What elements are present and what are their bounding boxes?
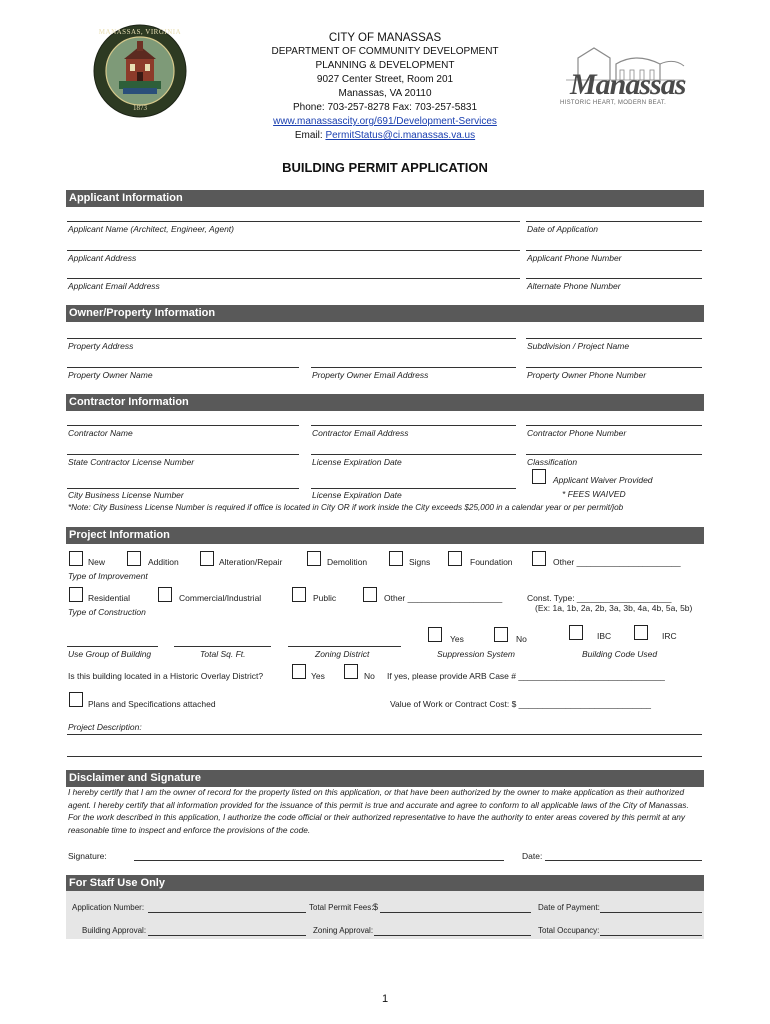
city-license-field[interactable]	[67, 488, 299, 489]
zoning-approval-field[interactable]	[374, 935, 531, 936]
owner-phone-label: Property Owner Phone Number	[527, 370, 647, 380]
department-name: DEPARTMENT OF COMMUNITY DEVELOPMENT	[271, 46, 499, 57]
signature-date-label: Date:	[522, 851, 543, 861]
code-ibc-label: IBC	[597, 631, 612, 641]
const-type-field[interactable]: Const. Type: ____________________	[527, 593, 672, 603]
owner-email-label: Property Owner Email Address	[312, 370, 429, 380]
zoning-district-label: Zoning District	[315, 649, 370, 659]
historic-no-label: No	[364, 671, 375, 681]
website-link[interactable]: www.manassascity.org/691/Development-Services	[273, 116, 497, 127]
disclaimer-text: I hereby certify that I am the owner of record for the property listed on this application, or that have been authorized by the owner to make application as their authorized agent. I hereby certify that all information provided for the issuance of this permit is true and accurate and agree to conform to all applicable laws of the City of Manassas. For the work described in this application, I authorize the code official or their authorized representative to have the authority to enter areas covered by this permit at any reasonable time to inspect and enforce the provisions of the code.	[68, 787, 689, 836]
construction-other-label: Other ____________________	[384, 593, 503, 603]
improvement-demolition-checkbox[interactable]	[307, 551, 321, 566]
subdivision-field[interactable]	[526, 338, 702, 339]
plans-attached-label: Plans and Specifications attached	[88, 699, 216, 709]
building-approval-field[interactable]	[148, 935, 306, 936]
suppression-yes-label: Yes	[450, 634, 464, 644]
classification-label: Classification	[527, 457, 578, 467]
state-license-label: State Contractor License Number	[68, 457, 195, 467]
staff-use-area	[66, 891, 704, 939]
signature-date-field[interactable]	[545, 860, 702, 861]
application-date-label: Date of Application	[527, 224, 599, 234]
disclaimer-section-heading: Disclaimer and Signature	[66, 770, 704, 787]
seal-year: 1873	[133, 104, 147, 112]
applicant-waiver-label: Applicant Waiver Provided	[553, 475, 653, 485]
street-address: 9027 Center Street, Room 201	[316, 74, 454, 85]
city-state-zip: Manassas, VA 20110	[338, 88, 432, 99]
construction-public-checkbox[interactable]	[292, 587, 306, 602]
division-name: PLANNING & DEVELOPMENT	[315, 60, 455, 71]
plans-attached-checkbox[interactable]	[69, 692, 83, 707]
logo-tagline: HISTORIC HEART, MODERN BEAT.	[560, 100, 667, 106]
zoning-district-field[interactable]	[288, 646, 401, 647]
suppression-yes-checkbox[interactable]	[428, 627, 442, 642]
suppression-label: Suppression System	[437, 649, 515, 659]
payment-date-field[interactable]	[600, 912, 702, 913]
improvement-foundation-label: Foundation	[470, 557, 513, 567]
city-license-note: *Note: City Business License Number is required if office is located in City OR if work inside the City exceeds $25,000 in a calendar year or per permit/job	[68, 503, 624, 512]
const-type-example: (Ex: 1a, 1b, 2a, 2b, 3a, 3b, 4a, 4b, 5a, 5b)	[535, 603, 693, 613]
license-expiration-2-field[interactable]	[311, 488, 516, 489]
applicant-section-heading: Applicant Information	[66, 190, 704, 207]
applicant-address-field[interactable]	[67, 250, 520, 251]
signature-label: Signature:	[68, 851, 107, 861]
improvement-other-label: Other ______________________	[553, 557, 681, 567]
total-sqft-field[interactable]	[174, 646, 271, 647]
classification-field[interactable]	[526, 454, 702, 455]
improvement-other-checkbox[interactable]	[532, 551, 546, 566]
logo-wordmark: Manassas	[570, 68, 686, 101]
contractor-phone-label: Contractor Phone Number	[527, 428, 627, 438]
zoning-approval-label: Zoning Approval:	[313, 926, 374, 935]
seal-text: MANASSAS, VIRGINIA	[98, 28, 182, 36]
code-irc-label: IRC	[662, 631, 677, 641]
improvement-alteration-checkbox[interactable]	[200, 551, 214, 566]
total-occupancy-label: Total Occupancy:	[538, 926, 600, 935]
improvement-new-checkbox[interactable]	[69, 551, 83, 566]
construction-public-label: Public	[313, 593, 337, 603]
total-sqft-label: Total Sq. Ft.	[200, 649, 246, 659]
historic-no-checkbox[interactable]	[344, 664, 358, 679]
applicant-name-field[interactable]	[67, 221, 520, 222]
improvement-signs-label: Signs	[409, 557, 431, 567]
contractor-name-field[interactable]	[67, 425, 299, 426]
total-fees-dollar: $	[373, 902, 379, 912]
email-prefix: Email:	[294, 130, 326, 141]
construction-residential-label: Residential	[88, 593, 131, 603]
suppression-no-checkbox[interactable]	[494, 627, 508, 642]
project-description-line-2[interactable]	[67, 756, 702, 757]
application-number-label: Application Number:	[72, 903, 145, 912]
improvement-addition-checkbox[interactable]	[127, 551, 141, 566]
arb-case-field[interactable]: If yes, please provide ARB Case # _______________________________	[387, 671, 665, 681]
owner-name-label: Property Owner Name	[68, 370, 153, 380]
improvement-alteration-label: Alteration/Repair	[219, 557, 283, 567]
license-expiration-label: License Expiration Date	[312, 457, 402, 467]
applicant-email-field[interactable]	[67, 278, 520, 279]
contractor-email-field[interactable]	[311, 425, 516, 426]
owner-section-heading: Owner/Property Information	[66, 305, 704, 322]
improvement-new-label: New	[88, 557, 106, 567]
historic-question: Is this building located in a Historic Overlay District?	[68, 671, 264, 681]
improvement-caption: Type of Improvement	[68, 571, 148, 581]
project-description-label: Project Description:	[68, 722, 142, 732]
construction-commercial-checkbox[interactable]	[158, 587, 172, 602]
phone-fax: Phone: 703-257-8278 Fax: 703-257-5831	[292, 102, 478, 113]
use-group-field[interactable]	[67, 646, 158, 647]
property-address-field[interactable]	[67, 338, 516, 339]
improvement-demolition-label: Demolition	[327, 557, 368, 567]
form-title: BUILDING PERMIT APPLICATION	[282, 160, 488, 175]
improvement-addition-label: Addition	[148, 557, 179, 567]
total-fees-label: Total Permit Fees:	[309, 903, 374, 912]
contractor-phone-field[interactable]	[526, 425, 702, 426]
alternate-phone-label: Alternate Phone Number	[527, 281, 621, 291]
fees-waived-note: * FEES WAIVED	[562, 489, 626, 499]
subdivision-label: Subdivision / Project Name	[527, 341, 630, 351]
applicant-phone-field[interactable]	[526, 250, 702, 251]
contractor-email-label: Contractor Email Address	[312, 428, 409, 438]
construction-caption: Type of Construction	[68, 607, 146, 617]
owner-name-field[interactable]	[67, 367, 299, 368]
code-ibc-checkbox[interactable]	[569, 625, 583, 640]
building-code-label: Building Code Used	[582, 649, 658, 659]
license-expiration-2-label: License Expiration Date	[312, 490, 402, 500]
code-irc-checkbox[interactable]	[634, 625, 648, 640]
construction-other-checkbox[interactable]	[363, 587, 377, 602]
construction-commercial-label: Commercial/Industrial	[179, 593, 262, 603]
total-occupancy-field[interactable]	[600, 935, 702, 936]
historic-yes-label: Yes	[311, 671, 325, 681]
email-link[interactable]: PermitStatus@ci.manassas.va.us	[325, 130, 476, 141]
applicant-phone-label: Applicant Phone Number	[527, 253, 622, 263]
project-description-line-1[interactable]	[67, 734, 702, 735]
improvement-foundation-checkbox[interactable]	[448, 551, 462, 566]
state-license-field[interactable]	[67, 454, 299, 455]
applicant-waiver-checkbox[interactable]	[532, 469, 546, 484]
city-license-label: City Business License Number	[68, 490, 184, 500]
application-number-field[interactable]	[148, 912, 306, 913]
property-address-label: Property Address	[68, 341, 134, 351]
improvement-signs-checkbox[interactable]	[389, 551, 403, 566]
total-fees-field[interactable]	[380, 912, 531, 913]
page-number: 1	[381, 993, 389, 1005]
contractor-section-heading: Contractor Information	[66, 394, 704, 411]
suppression-no-label: No	[516, 634, 527, 644]
staff-section-heading: For Staff Use Only	[66, 875, 704, 892]
historic-yes-checkbox[interactable]	[292, 664, 306, 679]
building-approval-label: Building Approval:	[82, 926, 147, 935]
signature-field[interactable]	[134, 860, 504, 861]
city-name: CITY OF MANASSAS	[328, 32, 442, 44]
payment-date-label: Date of Payment:	[538, 903, 600, 912]
applicant-address-label: Applicant Address	[68, 253, 137, 263]
construction-residential-checkbox[interactable]	[69, 587, 83, 602]
contractor-name-label: Contractor Name	[68, 428, 133, 438]
application-date-field[interactable]	[526, 221, 702, 222]
manassas-logo	[556, 40, 688, 110]
license-expiration-field[interactable]	[311, 454, 516, 455]
owner-email-field[interactable]	[311, 367, 516, 368]
alternate-phone-field[interactable]	[526, 278, 702, 279]
owner-phone-field[interactable]	[526, 367, 702, 368]
use-group-label: Use Group of Building	[68, 649, 152, 659]
applicant-email-label: Applicant Email Address	[68, 281, 160, 291]
applicant-name-label: Applicant Name (Architect, Engineer, Agent)	[68, 224, 234, 234]
project-section-heading: Project Information	[66, 527, 704, 544]
value-of-work-field[interactable]: Value of Work or Contract Cost: $ ____________________________	[390, 699, 652, 709]
